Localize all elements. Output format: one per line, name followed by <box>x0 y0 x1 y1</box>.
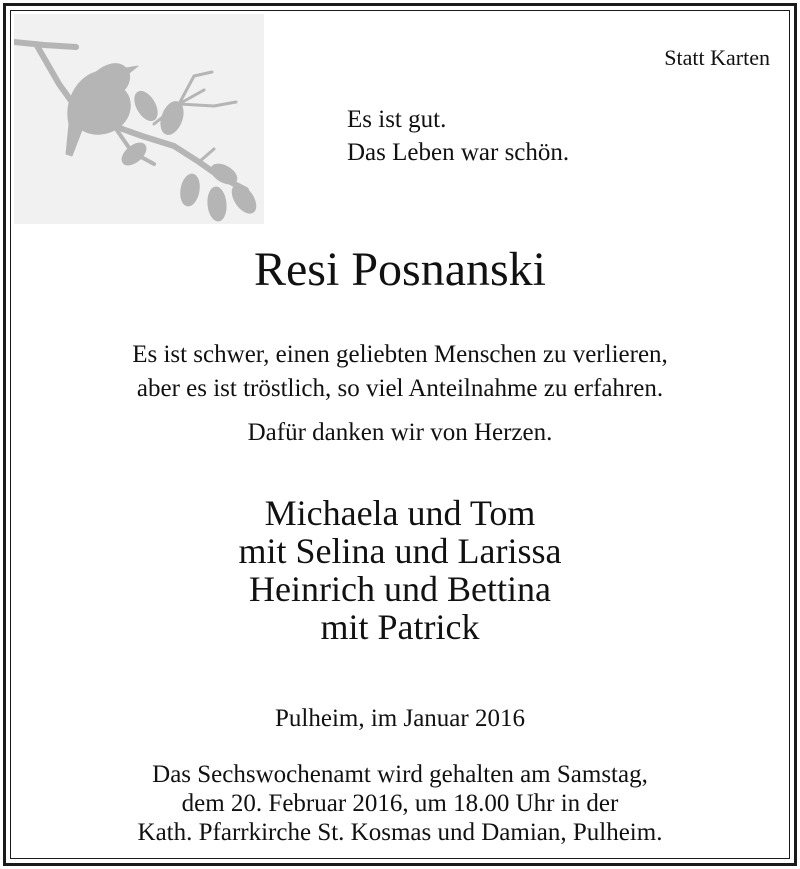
family-line: mit Selina und Larissa <box>238 531 562 571</box>
family-line: Heinrich und Bettina <box>249 569 551 609</box>
bird-on-branch-icon <box>14 14 264 224</box>
service-info <box>0 760 800 847</box>
deceased-name-text: Resi Posnanski <box>253 243 547 296</box>
deceased-name <box>0 238 800 302</box>
thanks-line: aber es ist tröstlich, so viel Anteilnahme zu erfahren. <box>136 375 664 402</box>
motto-line: Es ist gut. <box>347 106 447 133</box>
thanks-text <box>0 338 800 406</box>
family-signatures <box>0 494 800 646</box>
thanks-final-text: Dafür danken wir von Herzen. <box>247 419 553 446</box>
thanks-final <box>0 416 800 450</box>
thanks-line: Es ist schwer, einen geliebten Menschen zu verlieren, <box>132 341 668 368</box>
motto-line: Das Leben war schön. <box>347 139 570 166</box>
service-line: Das Sechswochenamt wird gehalten am Samstag, <box>152 761 648 788</box>
service-line: Kath. Pfarrkirche St. Kosmas und Damian, Pulheim. <box>137 819 663 846</box>
service-line: dem 20. Februar 2016, um 18.00 Uhr in der <box>181 790 619 817</box>
family-line: mit Patrick <box>320 607 480 647</box>
place-date-text: Pulheim, im Januar 2016 <box>275 705 525 732</box>
family-line: Michaela und Tom <box>264 493 536 533</box>
motto <box>347 103 569 169</box>
statt-karten-note: Statt Karten <box>664 45 770 70</box>
place-date <box>0 703 800 735</box>
